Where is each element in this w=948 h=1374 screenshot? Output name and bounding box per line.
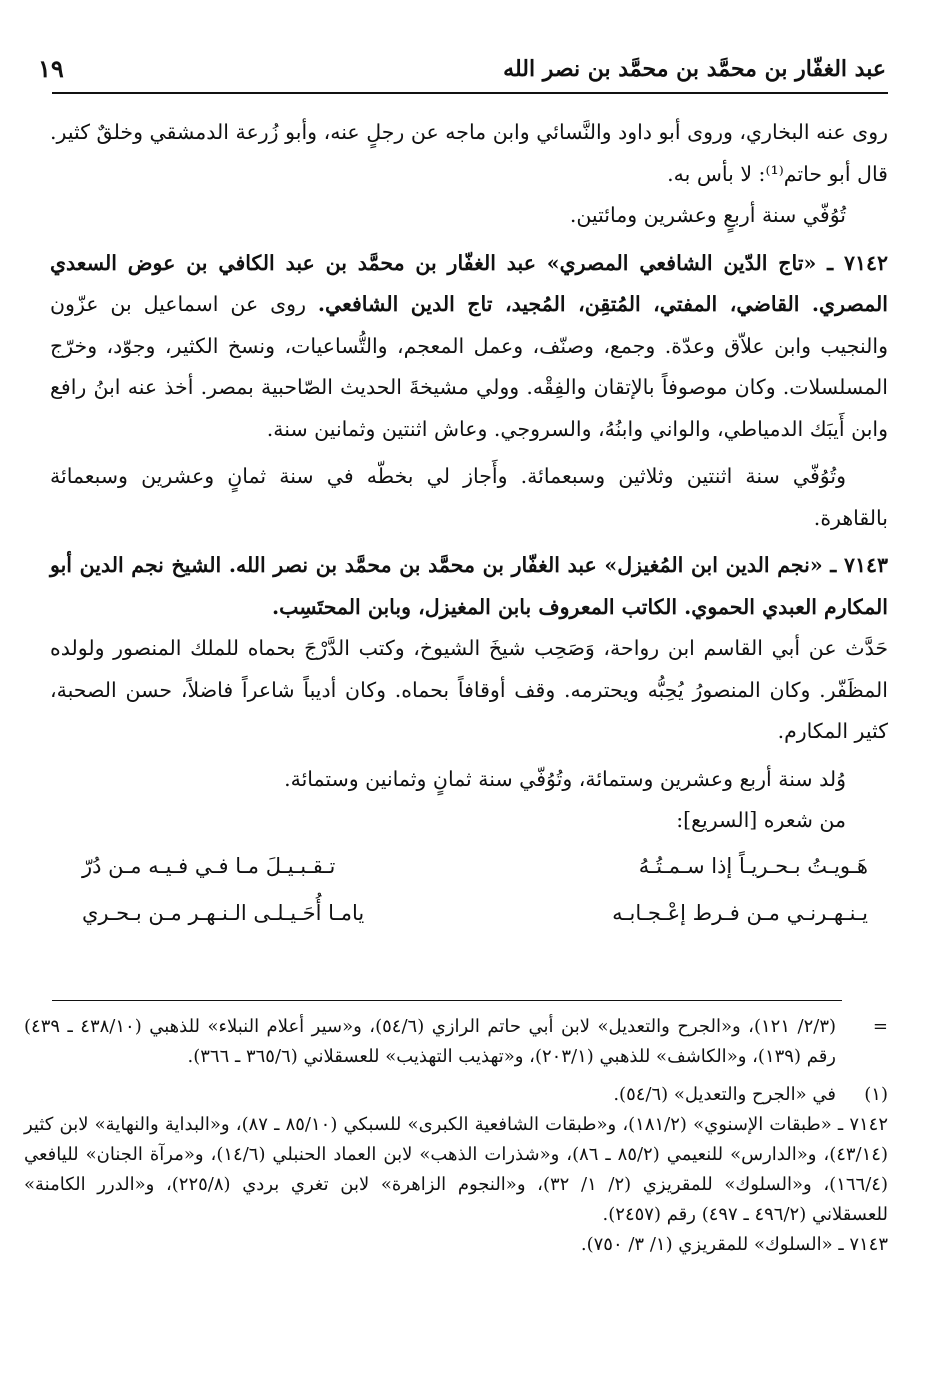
entry-7142-text: روى عن اسماعيل بن عزّون والنجيب وابن علاّق وعدّة. وجمع، وصنّف، وعمل المعجم، والتُّساعيات، ونسخ الكثير، وجوّد، وخرّج المسلسلات. وكان موصوفاً بالإتقان والفِقْه. وولي مشيخةَ الحديث الصّاحبية بمصر. أخذ عنه ابنُ رافع وابن أَيبَك الدمياطي، والواني وابنُهُ، والسروجي. وعاش اثنتين وثمانين سنة. bbox=[50, 292, 888, 441]
entry-7143-birth: وُلد سنة أربع وعشرين وستمائة، وتُوُفّي سنة ثمانٍ وثمانين وستمائة. bbox=[284, 766, 846, 791]
main-text bbox=[50, 112, 888, 940]
verse-second-hemistich: تـقـبـيـلَ مـا فـي فـيـه مـن دُرّ bbox=[82, 853, 336, 878]
footnote-1 bbox=[24, 1080, 888, 1110]
footnote-divider bbox=[52, 1000, 842, 1001]
verse-first-hemistich: يـنـهـرنـي مـن فـرط إعْـجـابـه bbox=[612, 900, 868, 925]
verse-line bbox=[50, 846, 888, 893]
page-number: ١٩ bbox=[38, 54, 64, 83]
entry-7143-heading: ٧١٤٣ ـ «نجم الدين ابن المُغيزل» عبد الغفّار بن محمَّد بن محمَّد بن نصر الله. الشيخ نجم الدين أبو المكارم العبدي الحموي. الكاتب المعروف بابن المغيزل، وبابن المحتَسِب. bbox=[50, 553, 888, 619]
footnote-7143-sources: ٧١٤٣ ـ «السلوك» للمقريزي (١/ ٣/ ٧٥٠). bbox=[580, 1234, 888, 1255]
entry-7142-death: وتُوُفّي سنة اثنتين وثلاثين وسبعمائة. وأَجاز لي بخطّه في سنة ثمانٍ وعشرين وسبعمائة بالقاهرة. bbox=[50, 464, 888, 530]
poem-intro: من شعره [السريع]: bbox=[676, 808, 846, 832]
footnote-continuation bbox=[24, 1012, 888, 1072]
footnote-continuation-text: (٢/٣/ ١٢١)، و«الجرح والتعديل» لابن أبي حاتم الرازي (٥٤/٦)، و«سير أعلام النبلاء» للذهبي (٤٣٨/١٠ ـ ٤٣٩) رقم (١٣٩)، و«الكاشف» للذهبي (٢٠٣/١)، و«تهذيب التهذيب» للعسقلاني (٣٦٥/٦ ـ ٣٦٦). bbox=[24, 1016, 837, 1067]
entry-7142 bbox=[50, 243, 888, 451]
page-header bbox=[38, 48, 886, 88]
footnote-1-text: في «الجرح والتعديل» (٥٤/٦). bbox=[613, 1084, 836, 1105]
entry-7143 bbox=[50, 545, 888, 628]
verse-first-hemistich: هَـويـتُ بـحـريـاً إذا سـمـتُـهُ bbox=[638, 853, 868, 878]
poem bbox=[50, 846, 888, 940]
footnotes bbox=[24, 1012, 888, 1260]
entry-7143-text: حَدَّث عن أبي القاسم ابن رواحة، وَصَحِب شيخَ الشيوخ، وكتب الدَّرْجَ بحماه للملك المنصور ولولده المظَفّر. وكان المنصورُ يُحِبُّه ويحترمه. وقف أوقافاً بحماه. وكان أديباً شاعراً فاضلاً، حسن الصحبة، كثير المكارم. bbox=[50, 636, 889, 743]
running-title: عبد الغفّار بن محمَّد بن محمَّد بن نصر الله bbox=[503, 56, 886, 82]
verse-line bbox=[50, 893, 888, 940]
footnote-1-marker: (١) bbox=[864, 1084, 888, 1105]
verse-second-hemistich: يامـا أُحَـيـلـى الـنـهـر مـن بـحـري bbox=[82, 900, 365, 925]
paragraph-death-date: تُوُفّي سنة أربعٍ وعشرين ومائتين. bbox=[569, 203, 846, 227]
continuation-marker: = bbox=[872, 1016, 888, 1037]
footnote-7142-sources: ٧١٤٢ ـ «طبقات الإسنوي» (١٨١/٢)، و«طبقات الشافعية الكبرى» للسبكي (٨٥/١٠ ـ ٨٧)، و«البداية والنهاية» لابن كثير (٤٣/١٤)، و«الدارس» للنعيمي (٨٥/٢ ـ ٨٦)، و«شذرات الذهب» لابن العماد الحنبلي (١٤/٦)، و«مرآة الجنان» لليافعي (١٦٦/٤)، و«السلوك» للمقريزي (٢/ ١/ ٣٢)، و«النجوم الزاهرة» لابن تغري بردي (٢٢٥/٨)، و«الدرر الكامنة» للعسقلاني (٤٩٦/٢ ـ ٤٩٧) رقم (٢٤٥٧). bbox=[24, 1114, 889, 1225]
header-divider bbox=[52, 92, 888, 94]
entry-7142-heading: ٧١٤٢ ـ «تاج الدّين الشافعي المصري» عبد الغفّار بن محمَّد بن عبد الكافي بن عوض السعدي المصري. القاضي، المفتي، المُتقِن، المُجيد، تاج الدين الشافعي. bbox=[50, 250, 888, 316]
paragraph-narrators: روى عنه البخاري، وروى أبو داود والنَّسائي وابن ماجه عن رجلٍ عنه، وأبو زُرعة الدمشقي وخلقٌ كثير. قال أبو حاتم⁽¹⁾: لا بأس به. bbox=[50, 120, 888, 186]
